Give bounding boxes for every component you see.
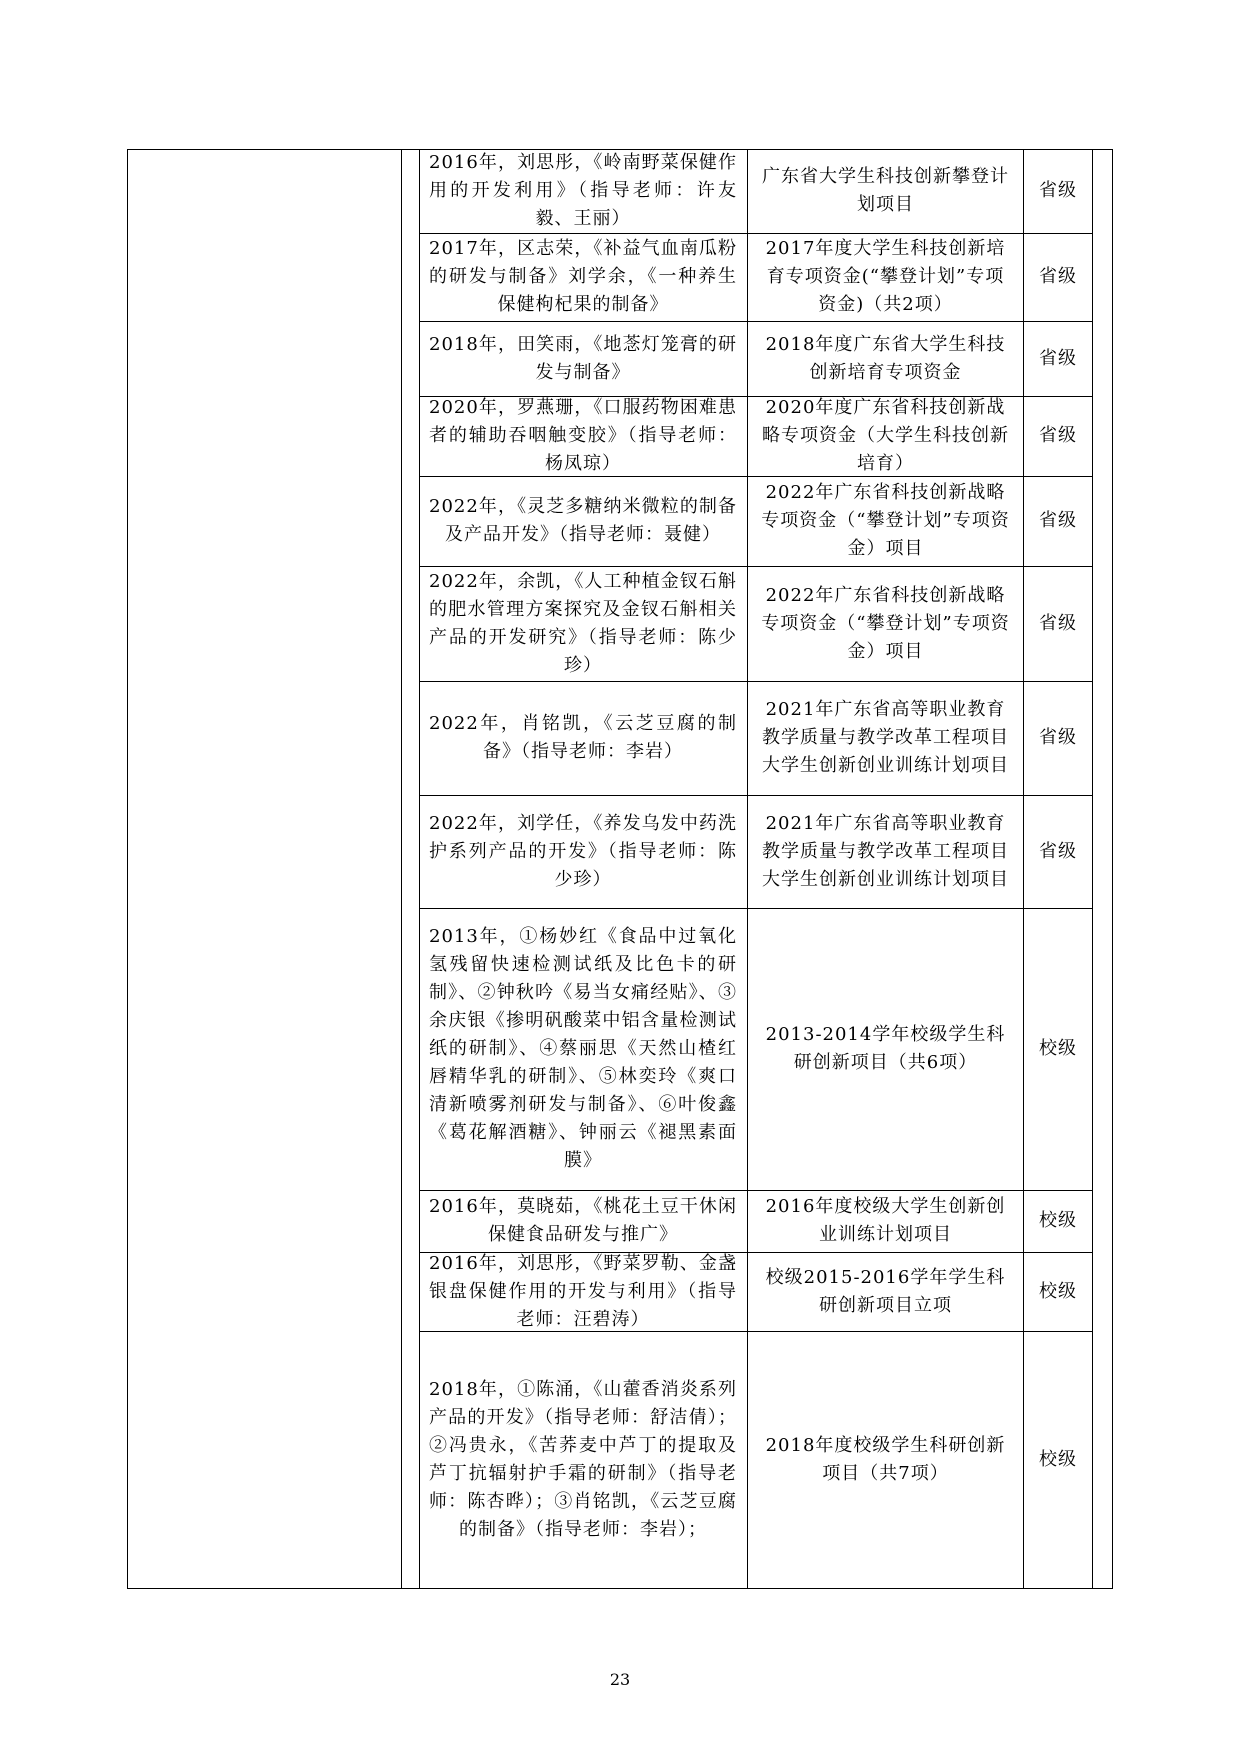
level-cell: [1024, 233, 1092, 321]
project-cell: [419, 566, 747, 681]
source-text: 2018年度校级学生科研创新项目（共7项）: [765, 1435, 1006, 1484]
level-text: 校级: [1039, 1280, 1077, 1302]
level-text: 校级: [1039, 1449, 1077, 1470]
source-cell: [748, 795, 1023, 908]
level-text: 省级: [1039, 612, 1077, 634]
source-text: 2018年度广东省大学生科技创新培育专项资金: [765, 333, 1006, 383]
project-text: 2022年，《灵芝多糖纳米微粒的制备及产品开发》（指导老师：聂健）: [429, 496, 737, 545]
source-text: 2022年广东省科技创新战略专项资金（“攀登计划”专项资金）项目: [761, 482, 1010, 559]
project-text: 2016年，刘思彤，《岭南野菜保健作用的开发利用》（指导老师：许友毅、王丽）: [429, 152, 737, 229]
project-text: 2022年，肖铭凯，《云芝豆腐的制备》（指导老师：李岩）: [429, 713, 737, 762]
project-cell: [419, 321, 747, 396]
source-text: 校级2015-2016学年学生科研创新项目立项: [765, 1266, 1006, 1316]
project-cell: [419, 1190, 747, 1252]
source-text: 2021年广东省高等职业教育教学质量与教学改革工程项目大学生创新创业训练计划项目: [762, 699, 1009, 776]
level-cell: [1024, 566, 1092, 681]
level-cell: [1024, 1252, 1092, 1331]
column-divider: [401, 150, 402, 1588]
source-cell: [748, 476, 1023, 566]
level-text: 省级: [1039, 840, 1077, 862]
project-cell: [419, 908, 747, 1190]
level-cell: [1024, 1331, 1092, 1589]
project-text: 2018年，田笑雨，《地菍灯笼膏的研发与制备》: [429, 333, 737, 383]
level-cell: [1024, 1190, 1092, 1252]
project-text: 2016年，莫晓茹，《桃花土豆干休闲保健食品研发与推广》: [429, 1196, 737, 1245]
project-text: 2022年，刘学任，《养发乌发中药洗护系列产品的开发》（指导老师：陈少珍）: [429, 812, 737, 890]
source-text: 2020年度广东省科技创新战略专项资金（大学生科技创新培育）: [762, 397, 1009, 474]
project-text: 2020年，罗燕珊，《口服药物困难患者的辅助吞咽触变胶》（指导老师：杨凤琼）: [429, 397, 737, 474]
level-cell: [1024, 795, 1092, 908]
page-number: 23: [609, 1670, 631, 1689]
source-cell: [748, 233, 1023, 321]
source-cell: [748, 149, 1023, 233]
project-cell: [419, 233, 747, 321]
source-cell: [748, 1190, 1023, 1252]
level-text: 校级: [1039, 1210, 1077, 1231]
level-text: 省级: [1039, 425, 1077, 446]
source-text: 2017年度大学生科技创新培育专项资金(“攀登计划”专项资金)（共2项）: [765, 238, 1006, 315]
project-text: 2022年，余凯，《人工种植金钗石斛的肥水管理方案探究及金钗石斛相关产品的开发研究》（指导老师：陈少珍）: [429, 570, 737, 676]
level-text: 省级: [1039, 727, 1077, 748]
level-cell: [1024, 908, 1092, 1190]
level-cell: [1024, 321, 1092, 396]
level-text: 省级: [1039, 347, 1077, 369]
level-text: 省级: [1039, 510, 1077, 531]
source-cell: [748, 321, 1023, 396]
source-text: 2013-2014学年校级学生科研创新项目（共6项）: [765, 1024, 1006, 1073]
project-cell: [419, 1331, 747, 1589]
level-text: 省级: [1039, 266, 1077, 287]
source-cell: [748, 1252, 1023, 1331]
project-cell: [419, 681, 747, 795]
source-cell: [748, 681, 1023, 795]
source-cell: [748, 1331, 1023, 1589]
source-text: 2016年度校级大学生创新创业训练计划项目: [765, 1196, 1006, 1245]
source-cell: [748, 908, 1023, 1190]
project-cell: [419, 396, 747, 476]
level-text: 省级: [1039, 180, 1077, 201]
source-text: 2022年广东省科技创新战略专项资金（“攀登计划”专项资金）项目: [761, 584, 1010, 662]
project-text: 2017年，区志荣，《补益气血南瓜粉的研发与制备》刘学余，《一种养生保健枸杞果的制备》: [429, 238, 737, 315]
project-text: 2018年，①陈涌，《山藿香消炎系列产品的开发》（指导老师：舒洁倩）；②冯贵永，《苦荞麦中芦丁的提取及芦丁抗辐射护手霜的研制》（指导老师：陈杏晔）；③肖铭凯，《云芝豆腐的制备》（指导老师：李岩）；: [429, 1379, 737, 1540]
project-text: 2016年，刘思彤，《野菜罗勒、金盏银盘保健作用的开发与利用》（指导老师：汪碧涛）: [429, 1252, 737, 1330]
level-text: 校级: [1039, 1038, 1077, 1059]
project-cell: [419, 476, 747, 566]
level-cell: [1024, 149, 1092, 233]
source-text: 广东省大学生科技创新攀登计划项目: [762, 166, 1009, 215]
source-cell: [748, 566, 1023, 681]
project-text: 2013年，①杨妙红《食品中过氧化氢残留快速检测试纸及比色卡的研制》、②钟秋吟《易当女痛经贴》、③余庆银《掺明矾酸菜中铝含量检测试纸的研制》、④蔡丽思《天然山楂红唇精华乳的研制》、⑤林奕玲《爽口清新喷雾剂研发与制备》、⑥叶俊鑫《葛花解酒糖》、钟丽云《褪黑素面膜》: [429, 926, 737, 1171]
project-cell: [419, 1252, 747, 1331]
level-cell: [1024, 476, 1092, 566]
level-cell: [1024, 396, 1092, 476]
source-text: 2021年广东省高等职业教育教学质量与教学改革工程项目大学生创新创业训练计划项目: [762, 812, 1009, 890]
level-cell: [1024, 681, 1092, 795]
source-cell: [748, 396, 1023, 476]
project-cell: [419, 795, 747, 908]
column-divider: [1092, 150, 1093, 1588]
project-cell: [419, 149, 747, 233]
